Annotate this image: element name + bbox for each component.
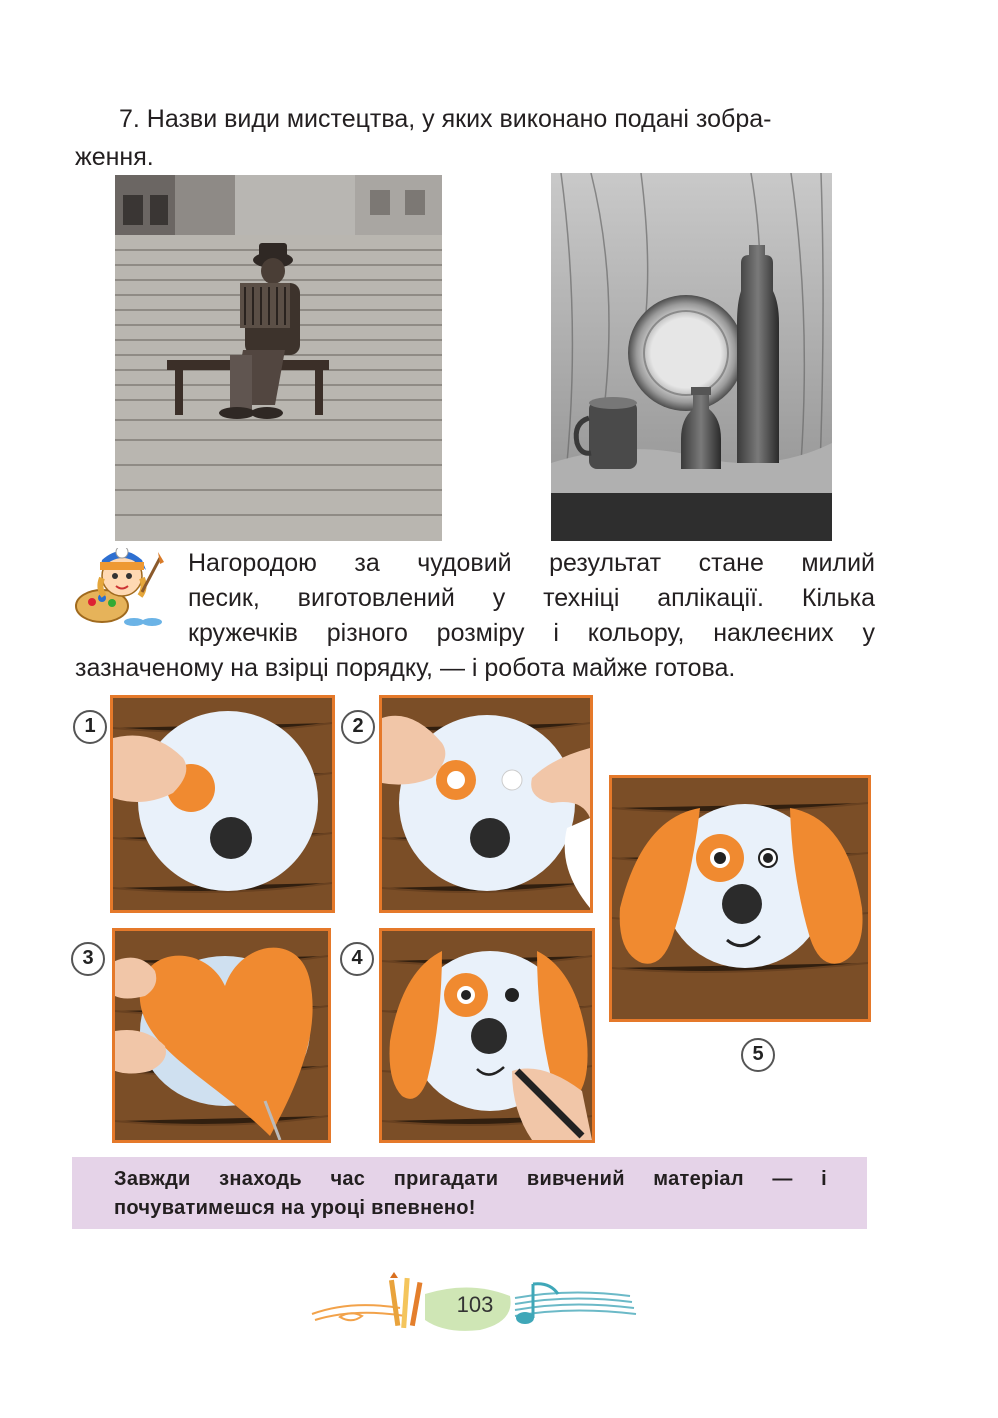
step-number-1: 1 (73, 710, 107, 744)
intro-line-1: Нагородою за чудовий результат стане милий (188, 549, 875, 577)
still-life-drawing (551, 173, 832, 541)
sculpture-photo (115, 175, 442, 541)
step-3-photo (112, 928, 331, 1143)
step-number-2: 2 (341, 710, 375, 744)
note-line-2: почуватимешся на уроці впевнено! (114, 1197, 476, 1219)
step-2-photo (379, 695, 593, 913)
intro-line-2: песик, виготовлений у техніці аплікації. Кілька (188, 584, 875, 612)
step-number-4: 4 (340, 942, 374, 976)
page-number: 103 (456, 1292, 494, 1317)
task-line-1: 7. Назви види мистецтва, у яких виконано подані зобра- (119, 105, 772, 133)
step-number-5: 5 (741, 1038, 775, 1072)
step-number-3: 3 (71, 942, 105, 976)
intro-paragraph (75, 546, 875, 686)
step-4-photo (379, 928, 595, 1143)
task-7-text (75, 100, 875, 176)
note-line-1: Завжди знаходь час пригадати вивчений матеріал — і (114, 1168, 827, 1190)
step-5-photo (609, 775, 871, 1022)
intro-line-4: зазначеному на взірці порядку, — і робота майже готова. (75, 654, 736, 682)
step-1-photo (110, 695, 335, 913)
intro-line-3: кружечків різного розміру і кольору, наклеєних у (188, 619, 875, 647)
task-line-2: ження. (75, 143, 154, 171)
reminder-note (72, 1157, 867, 1229)
